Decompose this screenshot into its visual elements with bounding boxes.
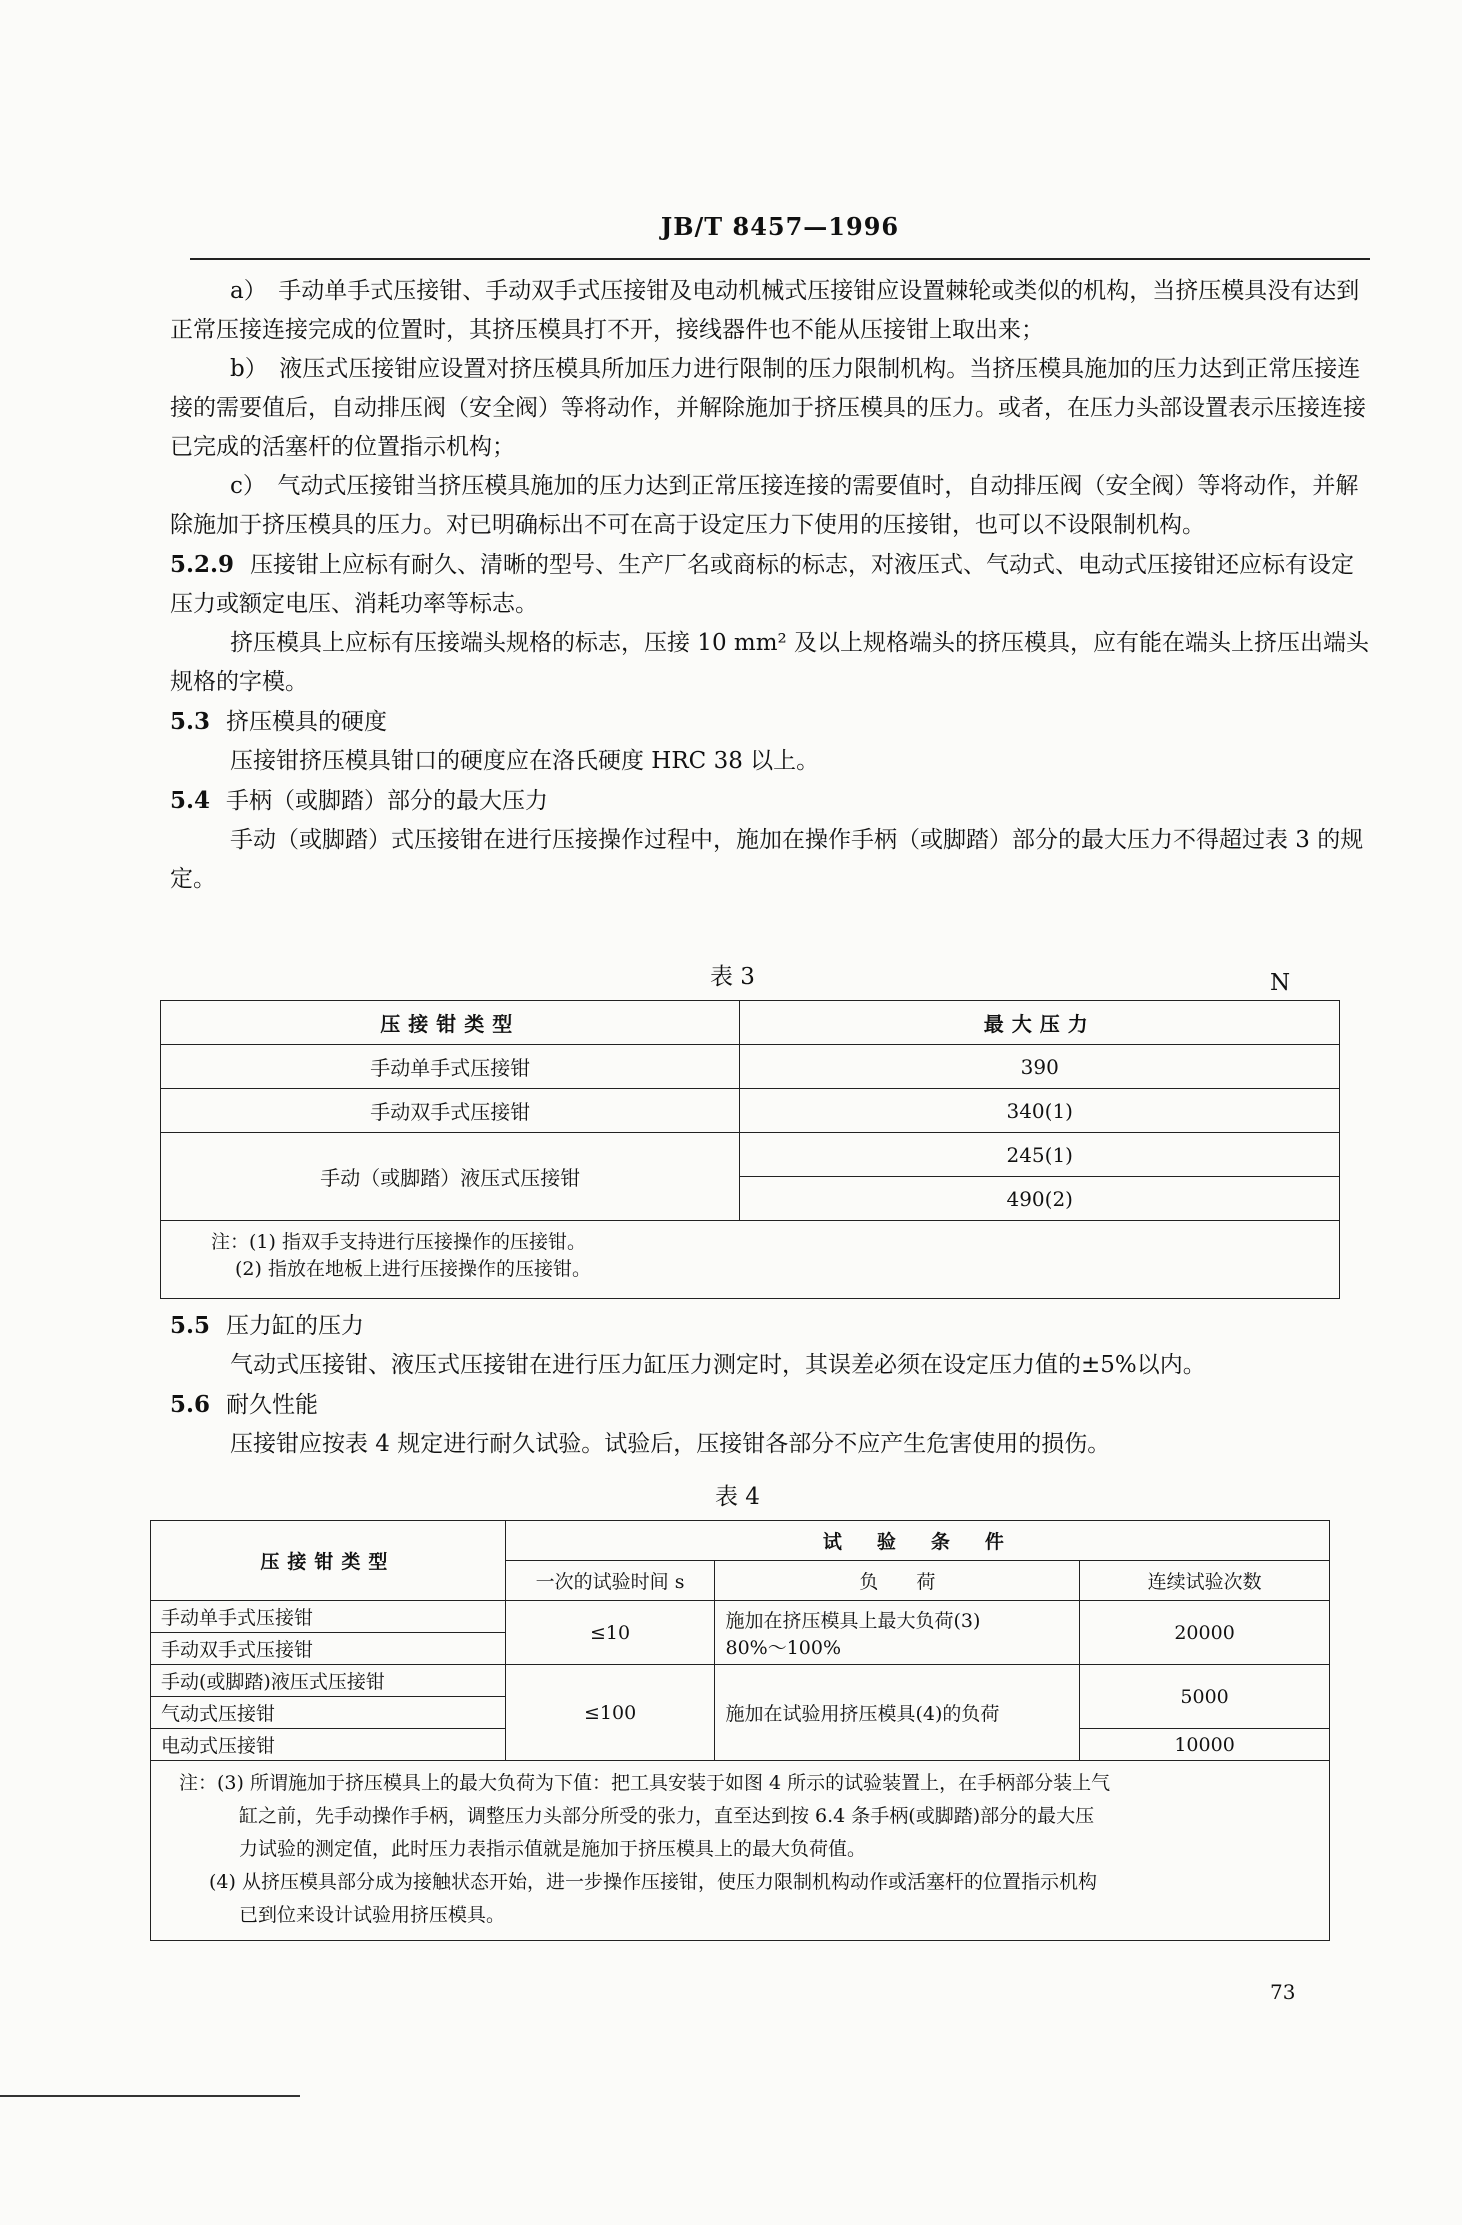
section-5-6-heading: [170, 1385, 1370, 1425]
table4-type-cell: 电动式压接钳: [151, 1729, 506, 1761]
table3-cell-value: 490(2): [740, 1177, 1340, 1221]
section-5-4-text: 手动（或脚踏）式压接钳在进行压接操作过程中，施加在操作手柄（或脚踏）部分的最大压力不得超过表 3 的规定。: [170, 827, 1364, 892]
section-5-5-text: 气动式压接钳、液压式压接钳在进行压力缸压力测定时，其误差必须在设定压力值的±5%以内。: [230, 1352, 1206, 1378]
item-c: c） 气动式压接钳当挤压模具施加的压力达到正常压接连接的需要值时，自动排压阀（安全阀）等将动作，并解除施加于挤压模具的压力。对已明确标出不可在高于设定压力下使用的压接钳，也可以不设限制机构。: [170, 473, 1359, 538]
table4-caption: 表 4: [715, 1484, 760, 1510]
table4-header-conditions: 试 验 条 件: [505, 1521, 1329, 1561]
table4-load-cell: [715, 1601, 1080, 1665]
section-title: 手柄（或脚踏）部分的最大压力: [226, 788, 549, 814]
table3-cell-type: 手动单手式压接钳: [161, 1045, 740, 1089]
section-number: 5.6: [170, 1391, 211, 1418]
table3-caption: 表 3: [710, 964, 755, 990]
section-title: 挤压模具的硬度: [226, 709, 388, 735]
table3-notes: [161, 1221, 1340, 1299]
table4-note-3-line3: 力试验的测定值，此时压力表指示值就是施加于挤压模具上的最大负荷值。: [239, 1838, 867, 1860]
table4-notes: [151, 1761, 1330, 1941]
section-number: 5.2.9: [170, 551, 235, 578]
table4-load-line: 施加在挤压模具上最大负荷(3): [725, 1609, 981, 1632]
table-4: [150, 1520, 1330, 1941]
section-title: 耐久性能: [226, 1392, 319, 1418]
section-title: 压力缸的压力: [226, 1313, 365, 1339]
body-text-middle: [170, 1306, 1370, 1464]
table-3: [160, 1000, 1340, 1299]
table3-unit: N: [1270, 970, 1291, 996]
table4-header-type: 压接钳类型: [151, 1521, 506, 1601]
section-5-2-9-para2: 挤压模具上应标有压接端头规格的标志，压接 10 mm² 及以上规格端头的挤压模具，应有能在端头上挤压出端头规格的字模。: [170, 630, 1370, 695]
table4-note-3-line1: 注：(3) 所谓施加于挤压模具上的最大负荷为下值：把工具安装于如图 4 所示的试验装置上，在手柄部分装上气: [179, 1772, 1111, 1794]
table4-time-cell: ≤100: [505, 1665, 715, 1761]
item-b: b） 液压式压接钳应设置对挤压模具所加压力进行限制的压力限制机构。当挤压模具施加的压力达到正常压接连接的需要值后，自动排压阀（安全阀）等将动作，并解除施加于挤压模具的压力。或者，在压力头部设置表示压接连接已完成的活塞杆的位置指示机构；: [170, 356, 1366, 460]
table3-cell-value: 245(1): [740, 1133, 1340, 1177]
table4-time-cell: ≤10: [505, 1601, 715, 1665]
table4-note-3-line2: 缸之前，先手动操作手柄，调整压力头部分所受的张力，直至达到按 6.4 条手柄(或脚踏)部分的最大压: [239, 1805, 1095, 1827]
section-5-6-text: 压接钳应按表 4 规定进行耐久试验。试验后，压接钳各部分不应产生危害使用的损伤。: [230, 1431, 1111, 1457]
table3-header-type: 压接钳类型: [161, 1001, 740, 1045]
table3-cell-value: 340(1): [740, 1089, 1340, 1133]
footer-rule: [0, 2095, 300, 2097]
table4-header-time: 一次的试验时间 s: [505, 1561, 715, 1601]
section-number: 5.5: [170, 1312, 211, 1339]
table4-count-cell: 10000: [1080, 1729, 1330, 1761]
page-number: 73: [1270, 1980, 1296, 2004]
table4-count-cell: 20000: [1080, 1601, 1330, 1665]
table3-note-1: 注：(1) 指双手支持进行压接操作的压接钳。: [211, 1231, 586, 1253]
section-5-3-text: 压接钳挤压模具钳口的硬度应在洛氏硬度 HRC 38 以上。: [230, 748, 820, 774]
table4-count-cell: 5000: [1080, 1665, 1330, 1729]
table4-header-load: 负 荷: [715, 1561, 1080, 1601]
section-number: 5.3: [170, 708, 211, 735]
section-5-4-heading: [170, 781, 1370, 821]
section-5-2-9: [170, 545, 1370, 624]
table3-header-pressure: 最大压力: [740, 1001, 1340, 1045]
table4-load-line: 80%～100%: [725, 1636, 842, 1659]
body-text-top: [170, 272, 1370, 899]
table4-type-cell: 气动式压接钳: [151, 1697, 506, 1729]
header-rule: [190, 258, 1370, 260]
table4-header-count: 连续试验次数: [1080, 1561, 1330, 1601]
section-5-3-heading: [170, 702, 1370, 742]
table3-cell-type: 手动（或脚踏）液压式压接钳: [161, 1133, 740, 1221]
table4-note-4-line1: (4) 从挤压模具部分成为接触状态开始，进一步操作压接钳，使压力限制机构动作或活塞杆的位置指示机构: [209, 1871, 1097, 1893]
section-number: 5.4: [170, 787, 211, 814]
table4-load-cell: 施加在试验用挤压模具(4)的负荷: [715, 1665, 1080, 1761]
table4-type-cell: 手动(或脚踏)液压式压接钳: [151, 1665, 506, 1697]
standard-code-header: JB/T 8457—1996: [660, 212, 900, 241]
section-text: 压接钳上应标有耐久、清晰的型号、生产厂名或商标的标志，对液压式、气动式、电动式压接钳还应标有设定压力或额定电压、消耗功率等标志。: [170, 552, 1355, 617]
table4-note-4-line2: 已到位来设计试验用挤压模具。: [239, 1904, 506, 1926]
section-5-5-heading: [170, 1306, 1370, 1346]
table4-type-cell: 手动单手式压接钳: [151, 1601, 506, 1633]
item-a: a） 手动单手式压接钳、手动双手式压接钳及电动机械式压接钳应设置棘轮或类似的机构，当挤压模具没有达到正常压接连接完成的位置时，其挤压模具打不开，接线器件也不能从压接钳上取出来；: [170, 278, 1360, 343]
table4-type-cell: 手动双手式压接钳: [151, 1633, 506, 1665]
table3-cell-value: 390: [740, 1045, 1340, 1089]
table3-cell-type: 手动双手式压接钳: [161, 1089, 740, 1133]
table3-note-2: (2) 指放在地板上进行压接操作的压接钳。: [235, 1258, 591, 1280]
